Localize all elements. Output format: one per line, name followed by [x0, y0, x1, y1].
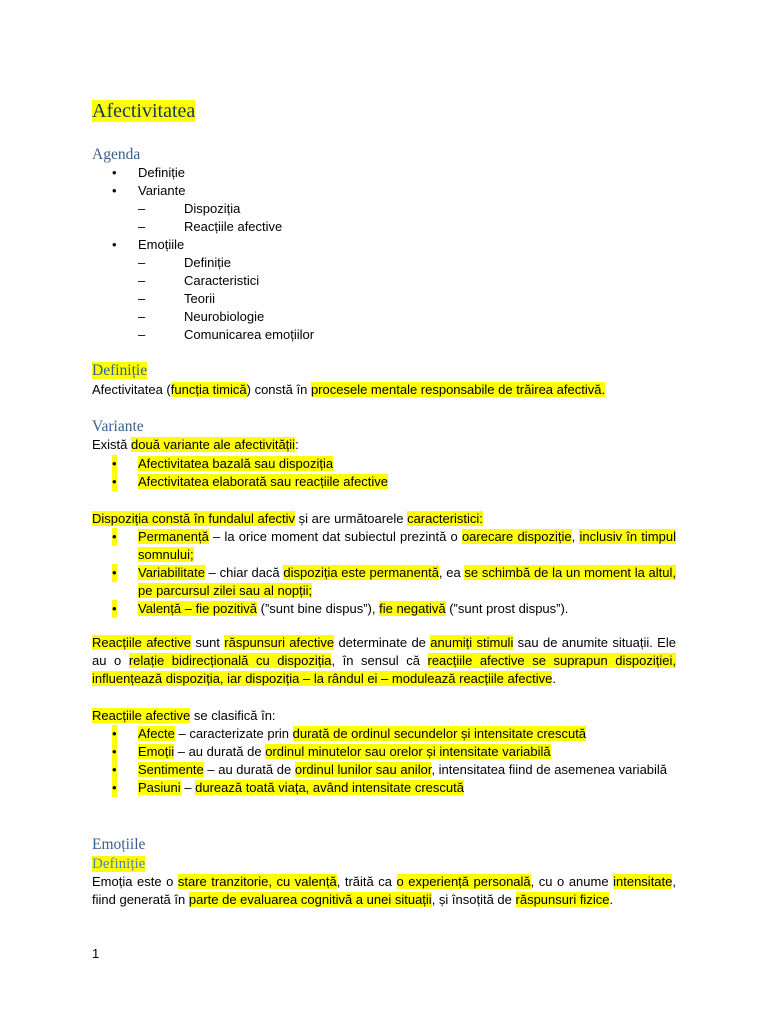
list-item: • Afecte – caracterizate prin durată de ordinul secundelor și intensitate crescută: [112, 726, 587, 741]
variante-heading: Variante: [92, 418, 144, 435]
list-item: • Definiție: [112, 165, 185, 180]
list-item: • Emoțiile – Definiție – Caracteristici – Teorii – Neurobiologie – Comunicarea emoțiilor: [92, 236, 676, 344]
document-title: Afectivitatea: [92, 100, 196, 122]
list-item: – Dispoziția: [138, 201, 241, 216]
emotiile-definitie-heading: Definiție: [92, 856, 146, 872]
list-item: • Variabilitate – chiar dacă dispoziția este permanentă, ea se schimbă de la un moment la altul, pe parcursul zilei sau al nopții;: [112, 565, 677, 598]
reactiile-paragraph: Reacțiile afective sunt răspunsuri afective determinate de anumiți stimuli sau de anumite situații. Ele au o relație bidirecțională cu dispoziția, în sensul că reacțiile afective se suprapun dispoziției, influențează dispoziția, iar dispoziția – la rândul ei – modulează reacțiile afective.: [92, 635, 676, 686]
page-number: 1: [92, 946, 100, 961]
list-item: – Teorii: [138, 291, 216, 306]
list-item: – Reacțiile afective: [138, 219, 283, 234]
list-item: • Valență – fie pozitivă (”sunt bine dispus”), fie negativă (”sunt prost dispus”).: [112, 601, 569, 616]
emotiile-heading: Emoțiile: [92, 836, 146, 853]
dispozitia-list: [92, 528, 676, 618]
list-item: – Definiție: [138, 255, 231, 270]
definitie-paragraph: Afectivitatea (funcția timică) constă în procesele mentale responsabile de trăirea afectivă.: [92, 382, 606, 397]
reactiile-list: [92, 725, 676, 797]
list-item: – Neurobiologie: [138, 309, 265, 324]
list-item: • Sentimente – au durată de ordinul lunilor sau anilor, intensitatea fiind de asemenea variabilă: [112, 762, 668, 777]
list-item: • Pasiuni – durează toată viața, având intensitate crescută: [112, 780, 464, 795]
variante-list: [92, 455, 676, 491]
definitie-heading: Definiție: [92, 362, 148, 379]
dispozitia-intro: Dispoziția constă în fundalul afectiv și are următoarele caracteristici:: [92, 511, 483, 526]
list-item: – Comunicarea emoțiilor: [138, 327, 315, 342]
emotiile-paragraph: Emoția este o stare tranzitorie, cu valență, trăită ca o experiență personală, cu o anume intensitate, fiind generată în parte de evaluarea cognitivă a unei situații, și însoțită de răspunsuri fizice.: [92, 874, 676, 907]
list-item: • Afectivitatea elaborată sau reacțiile afective: [112, 474, 389, 489]
list-item: • Emoții – au durată de ordinul minutelor sau orelor și intensitate variabilă: [112, 744, 551, 759]
agenda-list: [92, 164, 676, 344]
list-item: • Afectivitatea bazală sau dispoziția: [112, 456, 334, 471]
reactiile-classification-intro: Reacțiile afective se clasifică în:: [92, 708, 276, 723]
list-item: • Variante – Dispoziția – Reacțiile afective: [92, 182, 676, 236]
list-item: • Permanență – la orice moment dat subiectul prezintă o oarecare dispoziție, inclusiv în timpul somnului;: [112, 529, 676, 562]
list-item: – Caracteristici: [138, 273, 260, 288]
variante-intro: Există două variante ale afectivității:: [92, 437, 299, 452]
agenda-heading: Agenda: [92, 146, 141, 163]
